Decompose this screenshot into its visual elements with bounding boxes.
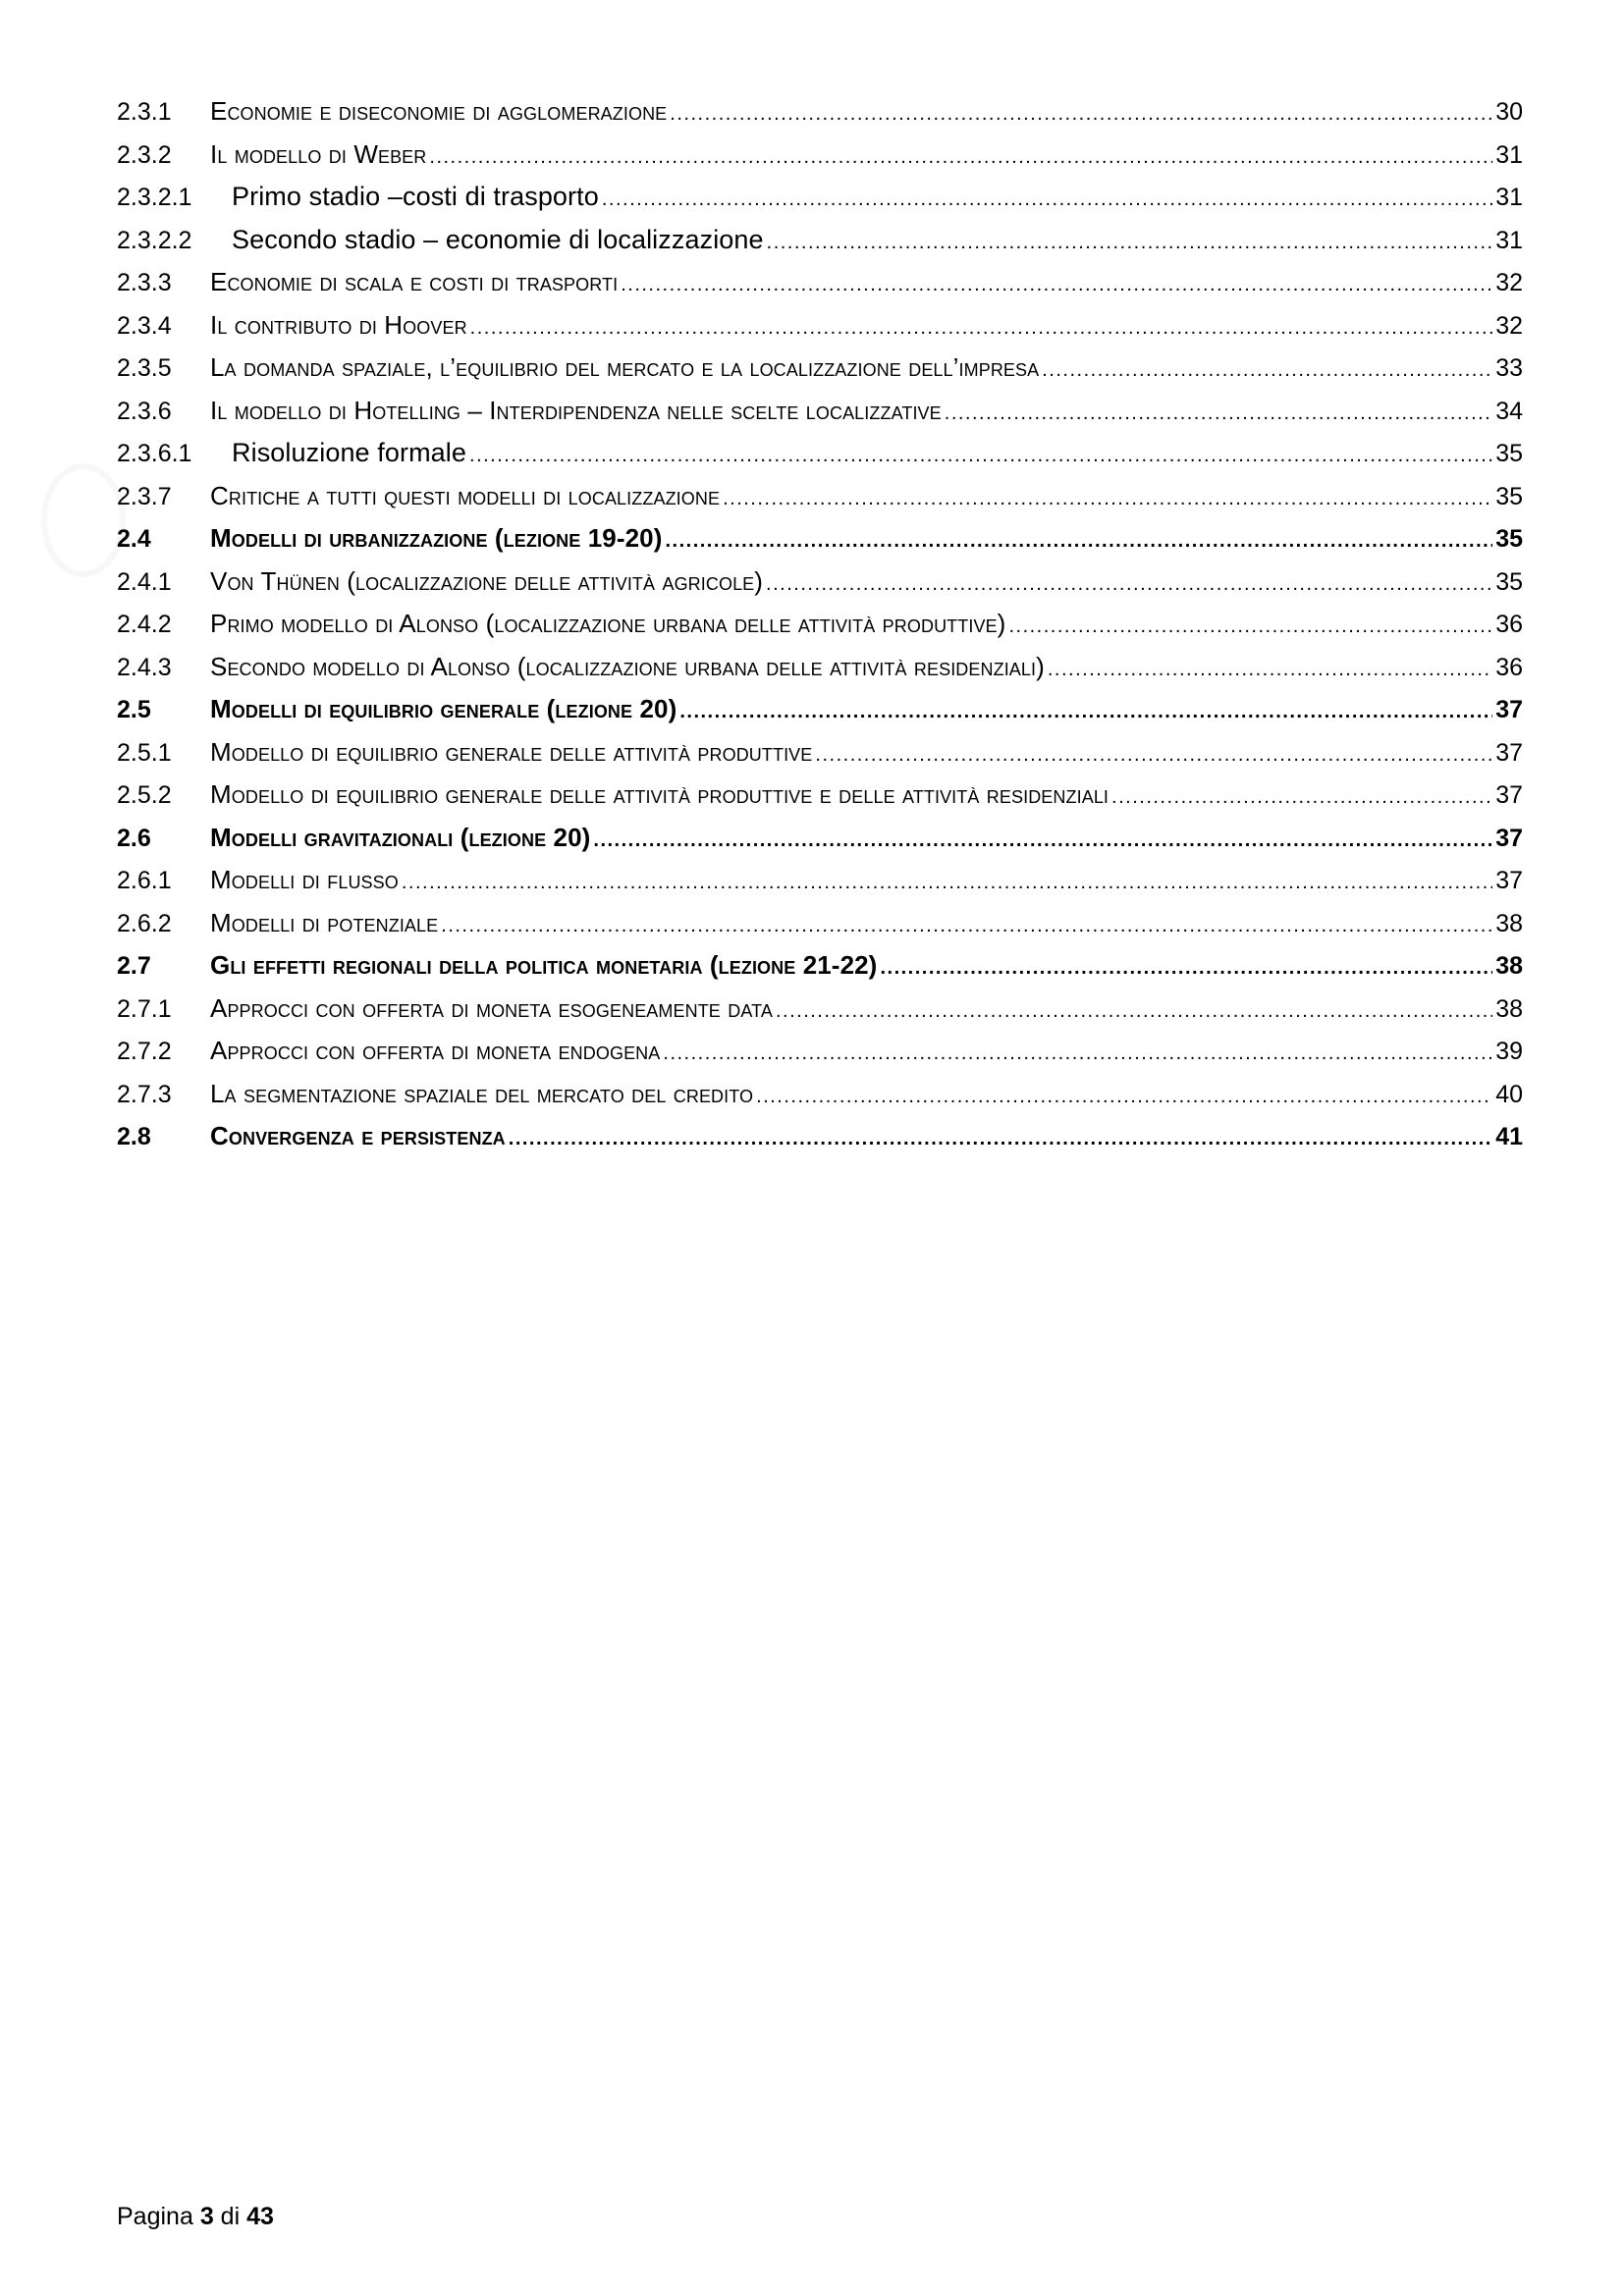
toc-entry-title: Il contributo di Hoover <box>210 309 467 340</box>
toc-entry-number: 2.7.1 <box>117 994 172 1023</box>
toc-entry-number: 2.3.6 <box>117 397 172 425</box>
toc-entry[interactable] <box>117 96 1523 139</box>
toc-entry[interactable] <box>117 950 1523 993</box>
toc-entry-page: 34 <box>1495 397 1523 425</box>
toc-dot-leader <box>767 232 1493 254</box>
toc-dot-leader <box>441 915 1492 937</box>
toc-entry-number: 2.3.1 <box>117 98 172 126</box>
toc-entry-page: 35 <box>1495 567 1523 596</box>
toc-entry[interactable] <box>117 523 1523 566</box>
toc-entry-page: 31 <box>1495 184 1523 211</box>
toc-entry-title: Modelli di urbanizzazione (lezione 19-20) <box>210 523 663 553</box>
toc-entry-number: 2.3.6.1 <box>117 440 192 467</box>
toc-entry-number: 2.3.2.2 <box>117 226 192 254</box>
toc-entry-page: 39 <box>1495 1038 1523 1065</box>
toc-entry-page: 41 <box>1495 1123 1523 1150</box>
toc-dot-leader <box>621 274 1492 296</box>
toc-dot-leader <box>766 573 1492 596</box>
toc-entry[interactable] <box>117 993 1523 1037</box>
toc-entry-number: 2.5 <box>117 696 151 723</box>
toc-dot-leader <box>1048 659 1492 681</box>
toc-dot-leader <box>1008 615 1492 638</box>
toc-dot-leader <box>723 488 1492 510</box>
toc-entry-title: Von Thünen (localizzazione delle attività agricole) <box>210 565 764 596</box>
table-of-contents <box>117 96 1523 1164</box>
toc-entry[interactable] <box>117 225 1523 268</box>
toc-dot-leader <box>815 744 1492 767</box>
toc-dot-leader <box>470 317 1493 340</box>
toc-dot-leader <box>429 146 1492 169</box>
footer-total-pages: 43 <box>246 2203 274 2230</box>
toc-dot-leader <box>1111 786 1492 809</box>
toc-entry[interactable] <box>117 310 1523 353</box>
toc-dot-leader <box>665 530 1492 553</box>
toc-entry-page: 35 <box>1495 482 1523 510</box>
toc-entry[interactable] <box>117 139 1523 183</box>
toc-entry-page: 38 <box>1495 952 1523 980</box>
toc-entry-page: 40 <box>1495 1080 1523 1108</box>
toc-entry[interactable] <box>117 396 1523 439</box>
toc-entry-page: 32 <box>1495 311 1523 340</box>
toc-entry-title: Il modello di Hotelling – Interdipendenza nelle scelte localizzative <box>210 395 942 425</box>
toc-entry-title: Primo modello di Alonso (localizzazione urbana delle attività produttive) <box>210 609 1006 638</box>
toc-dot-leader <box>756 1086 1492 1108</box>
toc-entry[interactable] <box>117 652 1523 695</box>
toc-entry-title: Modello di equilibrio generale delle attività produttive <box>210 736 813 767</box>
toc-entry-page: 32 <box>1495 269 1523 296</box>
toc-entry[interactable] <box>117 267 1523 310</box>
toc-entry[interactable] <box>117 737 1523 780</box>
toc-entry-title: Il modello di Weber <box>210 138 427 169</box>
toc-dot-leader <box>670 103 1492 126</box>
toc-entry[interactable] <box>117 1121 1523 1164</box>
toc-dot-leader <box>593 829 1492 852</box>
toc-entry-page: 37 <box>1495 867 1523 894</box>
toc-entry-page: 38 <box>1495 994 1523 1023</box>
toc-entry-number: 2.3.2.1 <box>117 184 192 211</box>
toc-entry-number: 2.6 <box>117 824 151 852</box>
toc-entry-number: 2.6.2 <box>117 909 172 937</box>
toc-entry[interactable] <box>117 609 1523 652</box>
toc-entry-title: Modelli di potenziale <box>210 907 439 937</box>
toc-entry-title: Economie e diseconomie di agglomerazione <box>210 96 668 126</box>
toc-entry-page: 37 <box>1495 824 1523 852</box>
toc-entry-number: 2.3.2 <box>117 140 172 169</box>
toc-entry-title: Secondo stadio – economie di localizzazione <box>232 224 764 254</box>
toc-entry-page: 33 <box>1495 354 1523 382</box>
toc-entry-number: 2.4.1 <box>117 567 172 596</box>
toc-dot-leader <box>945 402 1492 425</box>
toc-entry-number: 2.5.2 <box>117 781 172 809</box>
page-footer <box>117 2203 274 2231</box>
toc-entry[interactable] <box>117 352 1523 396</box>
toc-entry[interactable] <box>117 779 1523 823</box>
toc-entry-title: Primo stadio –costi di trasporto <box>232 182 599 211</box>
footer-current-page: 3 <box>199 2203 214 2230</box>
toc-entry-number: 2.7.3 <box>117 1080 172 1108</box>
toc-entry-number: 2.4.3 <box>117 653 172 681</box>
toc-dot-leader <box>663 1042 1492 1065</box>
toc-entry-number: 2.6.1 <box>117 867 172 894</box>
toc-entry-page: 31 <box>1495 226 1523 254</box>
toc-entry-page: 36 <box>1495 611 1523 638</box>
toc-entry-page: 36 <box>1495 653 1523 681</box>
toc-entry[interactable] <box>117 865 1523 908</box>
watermark-logo <box>39 461 128 579</box>
toc-entry-title: Approcci con offerta di moneta esogeneamente data <box>210 992 773 1023</box>
toc-entry-title: Modelli di equilibrio generale (lezione 20) <box>210 694 677 723</box>
toc-entry-page: 37 <box>1495 781 1523 809</box>
toc-entry[interactable] <box>117 908 1523 951</box>
toc-entry[interactable] <box>117 182 1523 225</box>
toc-dot-leader <box>402 872 1492 894</box>
toc-entry-title: La segmentazione spaziale del mercato del credito <box>210 1078 754 1108</box>
toc-entry-number: 2.5.1 <box>117 738 172 767</box>
toc-entry-page: 37 <box>1495 696 1523 723</box>
toc-entry-title: Convergenza e persistenza <box>210 1121 506 1150</box>
footer-separator: di <box>220 2203 241 2230</box>
toc-entry-number: 2.4 <box>117 525 151 553</box>
toc-entry-title: La domanda spaziale, l’equilibrio del mercato e la localizzazione dell’impresa <box>210 352 1040 382</box>
toc-entry-page: 31 <box>1495 140 1523 169</box>
toc-entry-number: 2.3.4 <box>117 311 172 340</box>
toc-entry-number: 2.4.2 <box>117 611 172 638</box>
toc-entry-title: Modelli di flusso <box>210 865 399 894</box>
toc-entry-title: Critiche a tutti questi modelli di localizzazione <box>210 480 721 510</box>
toc-dot-leader <box>679 701 1492 723</box>
toc-entry-number: 2.7.2 <box>117 1038 172 1065</box>
toc-entry-title: Secondo modello di Alonso (localizzazione urbana delle attività residenziali) <box>210 651 1045 681</box>
toc-entry-number: 2.3.3 <box>117 269 172 296</box>
footer-prefix: Pagina <box>117 2203 193 2230</box>
toc-entry-title: Modello di equilibrio generale delle attività produttive e delle attività residenziali <box>210 779 1110 809</box>
toc-entry-number: 2.8 <box>117 1123 151 1150</box>
toc-dot-leader <box>776 1000 1492 1023</box>
toc-entry[interactable] <box>117 1079 1523 1122</box>
toc-entry-page: 30 <box>1495 98 1523 126</box>
toc-entry-title: Gli effetti regionali della politica monetaria (lezione 21-22) <box>210 950 878 980</box>
toc-entry-title: Economie di scala e costi di trasporti <box>210 267 619 296</box>
toc-entry[interactable] <box>117 823 1523 866</box>
toc-entry[interactable] <box>117 1036 1523 1079</box>
toc-entry-page: 35 <box>1495 440 1523 467</box>
toc-entry-title: Risoluzione formale <box>232 438 467 467</box>
toc-dot-leader <box>469 445 1492 467</box>
toc-dot-leader <box>509 1128 1492 1150</box>
toc-dot-leader <box>1042 359 1492 382</box>
toc-entry[interactable] <box>117 694 1523 737</box>
toc-dot-leader <box>602 188 1492 211</box>
toc-entry-page: 38 <box>1495 909 1523 937</box>
toc-entry[interactable] <box>117 438 1523 481</box>
toc-entry-title: Modelli gravitazionali (lezione 20) <box>210 822 591 852</box>
toc-entry-page: 37 <box>1495 738 1523 767</box>
toc-entry-number: 2.7 <box>117 952 151 980</box>
toc-entry-title: Approcci con offerta di moneta endogena <box>210 1036 661 1065</box>
toc-entry[interactable] <box>117 481 1523 524</box>
toc-dot-leader <box>880 957 1492 980</box>
toc-entry[interactable] <box>117 566 1523 610</box>
toc-entry-number: 2.3.7 <box>117 482 172 510</box>
toc-entry-page: 35 <box>1495 525 1523 553</box>
toc-entry-number: 2.3.5 <box>117 354 172 382</box>
